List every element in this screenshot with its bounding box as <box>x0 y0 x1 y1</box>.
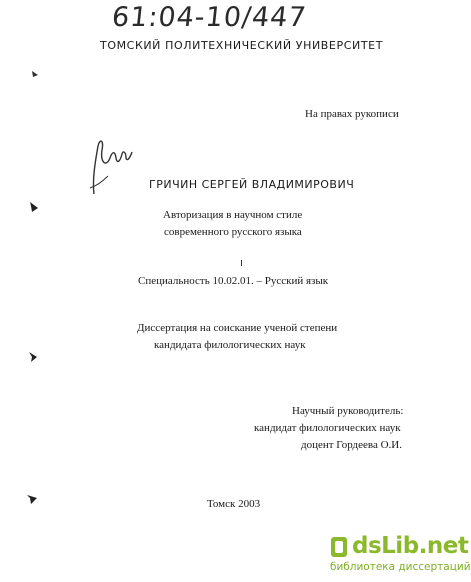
supervisor-label: Научный руководитель: <box>292 405 404 417</box>
binding-mark-1 <box>30 69 40 79</box>
binding-mark-3 <box>26 350 40 364</box>
dslib-subtitle: библиотека диссертаций <box>330 561 471 573</box>
supervisor-degree: кандидат филологических наук <box>254 422 401 434</box>
author-name: ГРИЧИН СЕРГЕЙ ВЛАДИМИРОВИЧ <box>149 178 355 191</box>
title-line-1: Авторизация в научном стиле <box>163 209 303 221</box>
binding-mark-2 <box>28 200 40 214</box>
title-line-2: современного русского языка <box>164 226 302 238</box>
dslib-logo-icon <box>330 536 348 558</box>
supervisor-name: доцент Гордеева О.И. <box>301 439 402 451</box>
specialty: Специальность 10.02.01. – Русский язык <box>138 275 329 287</box>
dissertation-line-1: Диссертация на соискание ученой степени <box>137 322 338 334</box>
tick-mark <box>241 260 242 266</box>
city-year: Томск 2003 <box>207 498 261 510</box>
signature-scribble <box>82 128 142 200</box>
binding-mark-4 <box>25 492 39 506</box>
catalog-number: 61:04-10/447 <box>110 2 309 33</box>
manuscript-rights: На правах рукописи <box>305 108 399 120</box>
dissertation-line-2: кандидата филологических наук <box>154 339 306 351</box>
university-name: ТОМСКИЙ ПОЛИТЕХНИЧЕСКИЙ УНИВЕРСИТЕТ <box>100 39 384 52</box>
dslib-logo-text: dsLib.net <box>352 533 469 559</box>
dslib-watermark <box>330 532 471 578</box>
